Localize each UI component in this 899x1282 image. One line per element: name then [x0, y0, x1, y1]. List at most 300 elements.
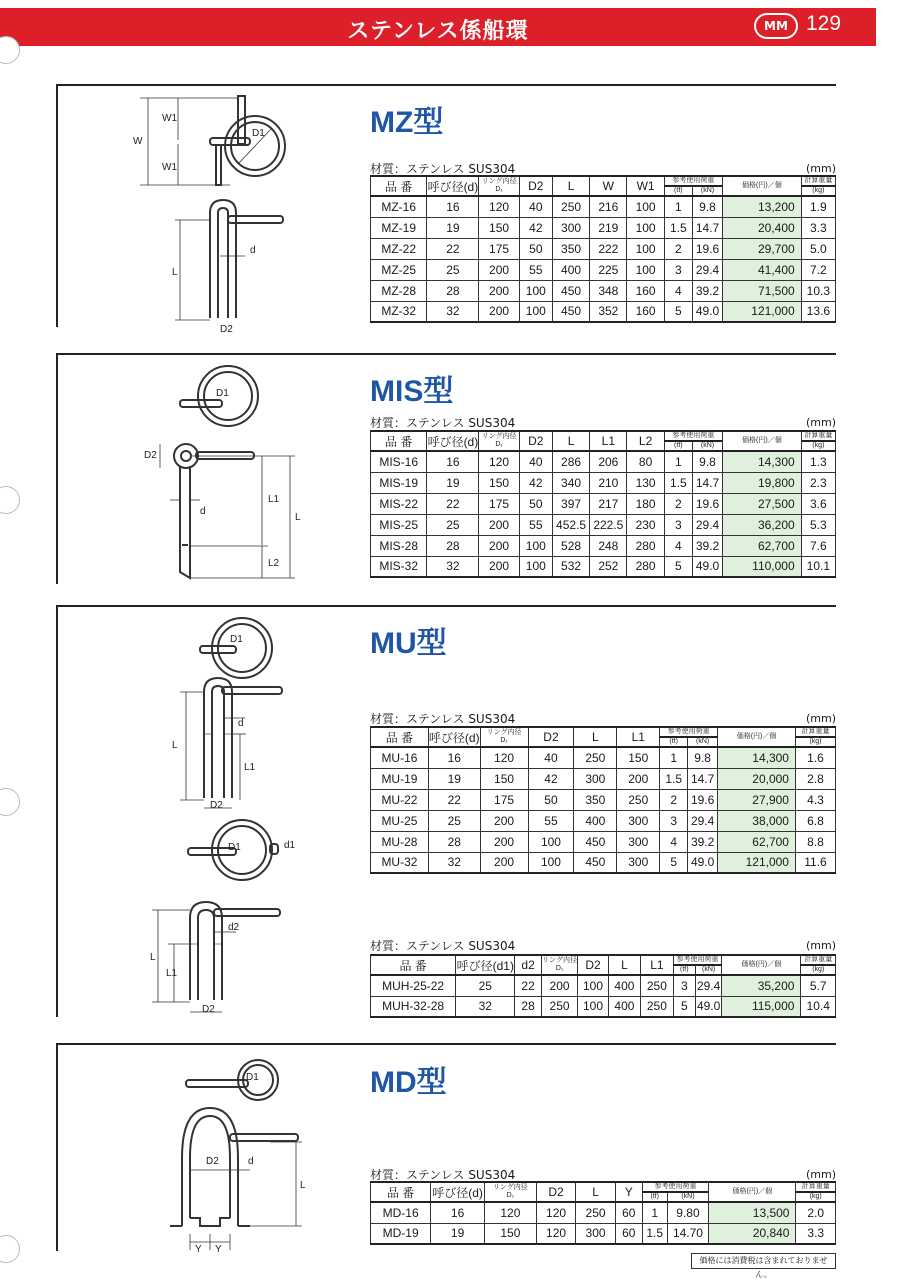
table-cell: 130: [627, 472, 664, 493]
table-cell: MZ-22: [371, 238, 427, 259]
mz-unit: (mm): [805, 162, 836, 175]
table-row: [371, 301, 836, 322]
mis-label-l: L: [295, 512, 301, 523]
table-cell: 528: [552, 535, 589, 556]
table-cell: 25: [456, 975, 515, 996]
table-cell: 225: [590, 259, 627, 280]
mis-th-d2: D2: [519, 431, 552, 451]
table-cell: MU-32: [371, 852, 429, 873]
table-cell: 120: [484, 1202, 536, 1223]
md-th-load: 参考使用荷重: [642, 1182, 708, 1192]
table-cell: 6.8: [795, 810, 835, 831]
mu-th-ring: リング内径 D₁: [480, 727, 528, 747]
mu-label-d2: D2: [210, 800, 223, 811]
md-th-dia: 呼び径(d): [431, 1182, 485, 1202]
table-cell: 100: [627, 238, 664, 259]
mz-label-l: L: [172, 267, 178, 278]
table-cell: 200: [480, 831, 528, 852]
muh-th-d2s: d2: [515, 955, 541, 975]
table-cell: 200: [479, 301, 519, 322]
muh-th-d1: 呼び径(d1): [456, 955, 515, 975]
mu-label-l: L: [172, 740, 178, 751]
table-cell: 210: [590, 472, 627, 493]
table-row: [371, 217, 836, 238]
table-cell: 22: [428, 789, 480, 810]
table-cell: 2: [664, 493, 692, 514]
table-cell: 100: [578, 975, 608, 996]
table-cell: MIS-22: [371, 493, 427, 514]
table-cell: MIS-28: [371, 535, 427, 556]
table-cell: MUH-32-28: [371, 996, 456, 1017]
muh-th-d2: D2: [578, 955, 608, 975]
mu-th-kn: (kN): [688, 737, 718, 747]
table-cell: 100: [528, 831, 574, 852]
table-cell: 5: [664, 301, 692, 322]
table-cell: 5.3: [801, 514, 835, 535]
table-cell: 20,840: [709, 1223, 796, 1244]
table-cell: 100: [519, 280, 552, 301]
binder-hole: [0, 486, 20, 514]
table-cell: MU-16: [371, 747, 429, 768]
mis-title: MIS型: [370, 375, 454, 408]
table-cell: 350: [574, 789, 617, 810]
md-unit: (mm): [805, 1168, 836, 1181]
table-cell: MD-19: [371, 1223, 431, 1244]
table-cell: MU-19: [371, 768, 429, 789]
muh-th-price: 価格(円)／個: [722, 955, 801, 975]
muh-th-load: 参考使用荷重: [673, 955, 722, 965]
mz-th-d2: D2: [519, 176, 552, 196]
table-cell: 14.7: [692, 472, 722, 493]
table-cell: MIS-19: [371, 472, 427, 493]
table-row: [371, 747, 836, 768]
mu-diagram: [160, 612, 330, 822]
mu-th-price: 価格(円)／個: [718, 727, 796, 747]
mis-label-d1: D1: [216, 388, 229, 399]
mu-spec-table: [370, 726, 836, 874]
mz-label-d2: D2: [220, 324, 233, 335]
mis-th-l1: L1: [590, 431, 627, 451]
page-header: [0, 8, 876, 46]
table-cell: 200: [479, 556, 519, 577]
table-cell: 250: [641, 975, 673, 996]
table-row: [371, 472, 836, 493]
table-cell: 150: [479, 217, 519, 238]
md-label-d1: D1: [246, 1072, 259, 1083]
mz-material: 材質：ステンレス SUS304: [370, 162, 516, 176]
table-cell: 1: [664, 196, 692, 217]
mu-unit: (mm): [805, 712, 836, 725]
md-th-ring: リング内径 D₁: [484, 1182, 536, 1202]
brand-logo-text: MM: [756, 15, 796, 37]
muh-th-model: 品 番: [371, 955, 456, 975]
table-cell: 1.9: [801, 196, 835, 217]
table-cell: 121,000: [723, 301, 802, 322]
table-cell: 27,900: [718, 789, 796, 810]
table-row: [371, 996, 836, 1017]
table-cell: 348: [590, 280, 627, 301]
table-cell: 49.0: [692, 301, 722, 322]
table-cell: 200: [480, 852, 528, 873]
mz-label-d1: D1: [252, 128, 265, 139]
table-cell: 19.6: [692, 493, 722, 514]
muh-th-ring: リング内径 D₁: [541, 955, 578, 975]
table-cell: 1: [642, 1202, 667, 1223]
table-cell: 39.2: [692, 280, 722, 301]
table-cell: 19: [431, 1223, 485, 1244]
table-cell: 280: [627, 556, 664, 577]
table-cell: 3.6: [801, 493, 835, 514]
table-row: [371, 514, 836, 535]
table-cell: 42: [519, 217, 552, 238]
table-cell: 222.5: [590, 514, 627, 535]
mis-label-d2: D2: [144, 450, 157, 461]
table-cell: 250: [574, 747, 617, 768]
mz-th-dia: 呼び径(d): [427, 176, 479, 196]
table-row: [371, 1202, 836, 1223]
table-cell: 219: [590, 217, 627, 238]
table-cell: 10.4: [801, 996, 836, 1017]
table-cell: 1.6: [795, 747, 835, 768]
table-cell: 400: [574, 810, 617, 831]
table-cell: 1.5: [660, 768, 688, 789]
table-cell: 216: [590, 196, 627, 217]
table-cell: 3: [660, 810, 688, 831]
table-cell: 100: [519, 301, 552, 322]
table-cell: 62,700: [723, 535, 802, 556]
md-title: MD型: [370, 1066, 447, 1099]
table-row: [371, 535, 836, 556]
page-title: ステンレス係船環: [347, 19, 529, 44]
table-cell: 29.4: [688, 810, 718, 831]
mz-th-kg: (kg): [801, 186, 835, 196]
mz-label-w: W: [133, 136, 143, 147]
muh-diagram: [140, 816, 320, 1021]
table-cell: 252: [590, 556, 627, 577]
table-cell: MZ-16: [371, 196, 427, 217]
md-label-y1: Y: [195, 1244, 202, 1255]
muh-th-tf: (tf): [673, 965, 695, 975]
table-cell: 352: [590, 301, 627, 322]
table-cell: 450: [574, 831, 617, 852]
table-cell: 300: [617, 831, 660, 852]
mz-th-price: 価格(円)／個: [723, 176, 802, 196]
table-cell: 532: [552, 556, 589, 577]
table-row: [371, 810, 836, 831]
table-cell: 32: [427, 301, 479, 322]
table-cell: 5: [660, 852, 688, 873]
table-cell: 49.0: [695, 996, 721, 1017]
table-cell: 22: [427, 493, 479, 514]
table-cell: 200: [541, 975, 578, 996]
table-cell: 230: [627, 514, 664, 535]
mz-th-w1: W1: [627, 176, 664, 196]
muh-unit: (mm): [805, 939, 836, 952]
table-cell: 250: [541, 996, 578, 1017]
table-row: [371, 238, 836, 259]
mis-th-load: 参考使用荷重: [664, 431, 722, 441]
mis-label-l2: L2: [268, 558, 280, 569]
table-cell: 13.6: [801, 301, 835, 322]
table-cell: 50: [519, 238, 552, 259]
mis-diagram: [140, 360, 320, 585]
table-cell: 60: [615, 1202, 642, 1223]
mu-label-d1: D1: [230, 634, 243, 645]
table-cell: 400: [608, 975, 640, 996]
mis-label-l1: L1: [268, 494, 280, 505]
table-cell: 55: [528, 810, 574, 831]
table-cell: 350: [552, 238, 589, 259]
mis-th-model: 品 番: [371, 431, 427, 451]
table-cell: 150: [617, 747, 660, 768]
table-cell: 300: [617, 852, 660, 873]
mz-label-d: d: [250, 245, 256, 256]
table-cell: 175: [479, 493, 519, 514]
table-cell: 19: [427, 217, 479, 238]
mis-th-l2: L2: [627, 431, 664, 451]
table-cell: 3.3: [796, 1223, 836, 1244]
table-cell: 120: [479, 451, 519, 472]
table-cell: 175: [479, 238, 519, 259]
table-cell: 100: [519, 535, 552, 556]
table-cell: 11.6: [795, 852, 835, 873]
table-cell: 10.3: [801, 280, 835, 301]
table-cell: 200: [479, 259, 519, 280]
table-cell: 40: [519, 196, 552, 217]
table-cell: 200: [479, 514, 519, 535]
table-cell: 121,000: [718, 852, 796, 873]
table-cell: 1.3: [801, 451, 835, 472]
table-cell: 300: [552, 217, 589, 238]
table-cell: 450: [574, 852, 617, 873]
table-cell: 20,000: [718, 768, 796, 789]
table-cell: MD-16: [371, 1202, 431, 1223]
table-cell: 19: [427, 472, 479, 493]
table-cell: 8.8: [795, 831, 835, 852]
table-cell: 19: [428, 768, 480, 789]
table-cell: 2: [664, 238, 692, 259]
table-cell: 27,500: [723, 493, 802, 514]
mz-title: MZ型: [370, 106, 444, 139]
mu-th-kg: (kg): [795, 737, 835, 747]
mis-th-weight: 計算重量: [801, 431, 835, 441]
table-cell: 450: [552, 280, 589, 301]
table-cell: 100: [528, 852, 574, 873]
table-cell: 16: [428, 747, 480, 768]
table-cell: MZ-28: [371, 280, 427, 301]
mis-th-price: 価格(円)／個: [723, 431, 802, 451]
mz-label-w1b: W1: [162, 162, 177, 173]
md-label-l: L: [300, 1180, 306, 1191]
muh-label-l: L: [150, 952, 156, 963]
table-cell: 217: [590, 493, 627, 514]
table-cell: 16: [431, 1202, 485, 1223]
table-cell: 29.4: [692, 259, 722, 280]
table-cell: 180: [627, 493, 664, 514]
table-cell: 286: [552, 451, 589, 472]
table-cell: 40: [528, 747, 574, 768]
md-diagram: [170, 1058, 330, 1258]
mz-th-kn: (kN): [692, 186, 722, 196]
table-cell: 200: [480, 810, 528, 831]
table-cell: 1: [664, 451, 692, 472]
table-row: [371, 556, 836, 577]
table-cell: 5.0: [801, 238, 835, 259]
table-row: [371, 259, 836, 280]
table-cell: MU-28: [371, 831, 429, 852]
muh-label-d1: D1: [228, 842, 241, 853]
brand-logo: [752, 11, 800, 41]
table-cell: 115,000: [722, 996, 801, 1017]
mis-th-ring: リング内径 D₁: [479, 431, 519, 451]
md-th-price: 価格(円)／個: [709, 1182, 796, 1202]
md-th-y: Y: [615, 1182, 642, 1202]
table-cell: 2.3: [801, 472, 835, 493]
table-row: [371, 852, 836, 873]
table-cell: 280: [627, 535, 664, 556]
table-cell: MIS-16: [371, 451, 427, 472]
table-cell: MUH-25-22: [371, 975, 456, 996]
mu-th-d2: D2: [528, 727, 574, 747]
table-cell: 150: [480, 768, 528, 789]
table-cell: 4: [660, 831, 688, 852]
md-th-model: 品 番: [371, 1182, 431, 1202]
binder-hole: [0, 788, 20, 816]
table-cell: 13,500: [709, 1202, 796, 1223]
table-cell: 13,200: [723, 196, 802, 217]
table-cell: 250: [641, 996, 673, 1017]
table-cell: MZ-25: [371, 259, 427, 280]
muh-th-l: L: [608, 955, 640, 975]
table-cell: 14,300: [723, 451, 802, 472]
muh-th-weight: 計算重量: [801, 955, 836, 965]
table-row: [371, 789, 836, 810]
mz-th-ring: リング内径 D₁: [479, 176, 519, 196]
table-cell: 9.80: [667, 1202, 709, 1223]
table-cell: 49.0: [688, 852, 718, 873]
table-cell: MIS-32: [371, 556, 427, 577]
table-cell: 39.2: [688, 831, 718, 852]
table-row: [371, 768, 836, 789]
table-cell: 14.7: [692, 217, 722, 238]
table-cell: 29.4: [695, 975, 721, 996]
muh-label-d2: D2: [202, 1004, 215, 1015]
table-cell: 32: [456, 996, 515, 1017]
mz-th-l: L: [552, 176, 589, 196]
table-cell: 1.5: [664, 217, 692, 238]
mu-th-model: 品 番: [371, 727, 429, 747]
table-cell: 28: [428, 831, 480, 852]
table-cell: 150: [479, 472, 519, 493]
table-cell: MZ-19: [371, 217, 427, 238]
muh-th-kn: (kN): [695, 965, 721, 975]
table-cell: 42: [519, 472, 552, 493]
table-cell: 29,700: [723, 238, 802, 259]
table-cell: MU-25: [371, 810, 429, 831]
table-cell: 450: [552, 301, 589, 322]
table-cell: 340: [552, 472, 589, 493]
table-cell: 10.1: [801, 556, 835, 577]
muh-material: 材質：ステンレス SUS304: [370, 939, 516, 953]
md-label-d2: D2: [206, 1156, 219, 1167]
tax-note: 価格には消費税は含まれておりません。: [691, 1253, 836, 1269]
mz-th-w: W: [590, 176, 627, 196]
table-cell: 200: [479, 280, 519, 301]
table-row: [371, 1223, 836, 1244]
table-cell: 248: [590, 535, 627, 556]
muh-spec-table: [370, 954, 836, 1018]
table-cell: 4.3: [795, 789, 835, 810]
table-row: [371, 975, 836, 996]
md-th-kg: (kg): [796, 1192, 836, 1202]
mu-label-l1: L1: [244, 762, 256, 773]
muh-label-d2-small: d2: [228, 922, 240, 933]
table-cell: 50: [519, 493, 552, 514]
mu-th-l1: L1: [617, 727, 660, 747]
md-label-y2: Y: [215, 1244, 222, 1255]
table-row: [371, 196, 836, 217]
table-cell: 80: [627, 451, 664, 472]
mz-spec-table: [370, 175, 836, 323]
mu-th-tf: (tf): [660, 737, 688, 747]
table-cell: 49.0: [692, 556, 722, 577]
table-cell: 25: [427, 514, 479, 535]
table-cell: 400: [552, 259, 589, 280]
table-cell: 22: [515, 975, 541, 996]
table-cell: 19.6: [692, 238, 722, 259]
mu-th-dia: 呼び径(d): [428, 727, 480, 747]
muh-label-l1: L1: [166, 968, 178, 979]
table-cell: 62,700: [718, 831, 796, 852]
table-cell: 28: [427, 535, 479, 556]
table-cell: 9.8: [688, 747, 718, 768]
md-spec-table: [370, 1181, 836, 1245]
table-cell: 16: [427, 451, 479, 472]
table-cell: 14,300: [718, 747, 796, 768]
table-cell: 1: [660, 747, 688, 768]
mis-th-kn: (kN): [692, 441, 722, 451]
table-cell: 1.5: [664, 472, 692, 493]
table-cell: 3.3: [801, 217, 835, 238]
table-cell: 5: [673, 996, 695, 1017]
table-row: [371, 493, 836, 514]
table-cell: 100: [519, 556, 552, 577]
table-cell: 300: [576, 1223, 615, 1244]
table-cell: 55: [519, 259, 552, 280]
table-cell: 300: [617, 810, 660, 831]
table-cell: 222: [590, 238, 627, 259]
table-cell: 400: [608, 996, 640, 1017]
table-cell: 100: [627, 196, 664, 217]
table-cell: MZ-32: [371, 301, 427, 322]
table-cell: 5.7: [801, 975, 836, 996]
table-cell: 32: [427, 556, 479, 577]
mu-title: MU型: [370, 627, 447, 660]
table-cell: 41,400: [723, 259, 802, 280]
mz-th-tf: (tf): [664, 186, 692, 196]
mis-th-tf: (tf): [664, 441, 692, 451]
table-cell: 2.0: [796, 1202, 836, 1223]
mu-th-weight: 計算重量: [795, 727, 835, 737]
mis-th-kg: (kg): [801, 441, 835, 451]
mz-th-weight: 計算重量: [801, 176, 835, 186]
table-cell: 19.6: [688, 789, 718, 810]
table-cell: 9.8: [692, 196, 722, 217]
md-th-kn: (kN): [667, 1192, 709, 1202]
table-cell: 4: [664, 535, 692, 556]
mu-label-d: d: [238, 718, 244, 729]
md-material: 材質：ステンレス SUS304: [370, 1168, 516, 1182]
